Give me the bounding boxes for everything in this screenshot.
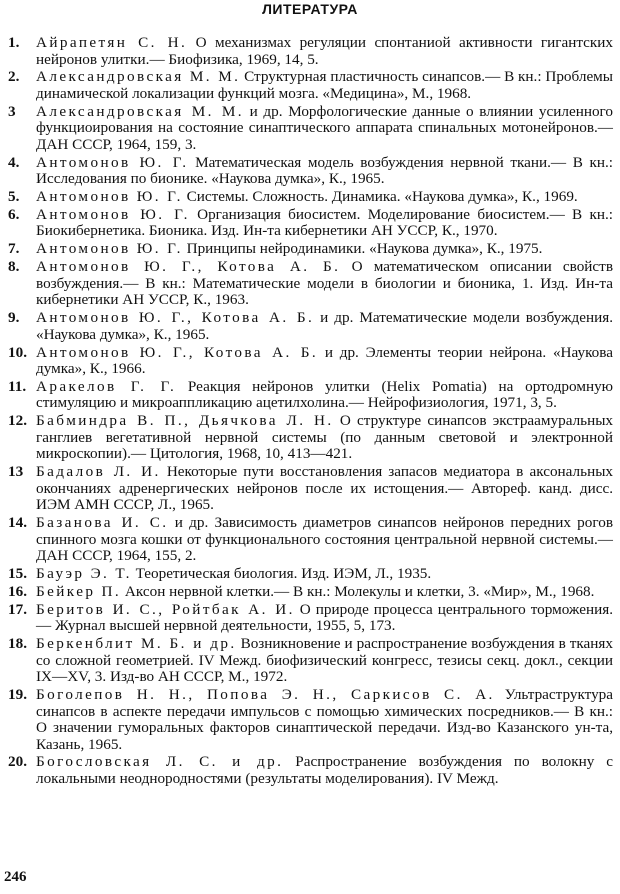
reference-item <box>8 754 613 787</box>
reference-text <box>36 413 613 463</box>
reference-item <box>8 189 613 206</box>
reference-item <box>8 515 613 565</box>
reference-item <box>8 207 613 240</box>
reference-body: Математическая модель возбуждения нервной ткани.— В кн.: Исследования по бионике. «Наукова думка», К., 1965. <box>36 153 613 188</box>
reference-text <box>36 69 613 102</box>
reference-item <box>8 602 613 635</box>
reference-number: 15. <box>8 564 27 582</box>
reference-number: 20. <box>8 753 27 771</box>
reference-author: Беркенблит М. Б. и др. <box>36 635 237 653</box>
reference-author: Александровская М. М. <box>36 102 244 120</box>
reference-text <box>36 602 613 635</box>
reference-number: 1. <box>8 34 20 51</box>
reference-body: Теоретическая биология. Изд. ИЭМ, Л., 1935. <box>135 564 432 582</box>
reference-number: 14. <box>8 514 27 532</box>
reference-author: Антомонов Ю. Г. <box>36 240 183 258</box>
reference-body: Структурная пластичность синапсов.— В кн.: Проблемы динамической локализации функций мозга. «Медицина», М., 1968. <box>36 68 613 102</box>
reference-text <box>36 464 613 514</box>
reference-body: Ультраструктура синапсов в аспекте передачи импульсов с помощью химических посредников.— В кн.: О значении гуморальных факторов синаптической передачи. Изд-во Казанского ун-та, Казань, 1965. <box>36 686 613 753</box>
reference-text <box>36 259 613 309</box>
reference-author: Антомонов Ю. Г. <box>36 153 189 171</box>
reference-body: О структуре синапсов экстраамуральных ганглиев вегетативной нервной системы (по данным световой и электронной микроскопии).— Цитология, 1968, 10, 413—421. <box>36 412 614 463</box>
reference-author: Антомонов Ю. Г., Котова А. Б. <box>36 258 341 276</box>
reference-number: 17. <box>8 600 27 618</box>
reference-text <box>36 566 613 583</box>
reference-text <box>36 584 613 601</box>
reference-number: 8. <box>8 258 20 276</box>
reference-item <box>8 35 613 68</box>
reference-body: и др. Элементы теории нейрона. «Наукова думка», К., 1966. <box>36 343 613 378</box>
reference-body: Системы. Сложность. Динамика. «Наукова думка», К., 1969. <box>186 188 578 206</box>
reference-text <box>36 207 613 240</box>
reference-text <box>36 687 613 753</box>
reference-author: Бадалов Л. И. <box>36 463 161 481</box>
reference-number: 7. <box>8 240 20 258</box>
reference-item <box>8 104 613 154</box>
reference-author: Александровская М. М. <box>36 68 241 86</box>
reference-item <box>8 345 613 378</box>
reference-item <box>8 687 613 753</box>
reference-body: Возникновение и распространение возбуждения в тканях со сложной геометрией. IV Межд. биофизический конгресс, тезисы секц. докл., секции IX—XV, 3. Изд-во АН СССР, М., 1972. <box>36 635 614 686</box>
reference-text <box>36 35 613 68</box>
reference-author: Беритов И. С., Ройтбак А. И. <box>36 600 295 618</box>
reference-item <box>8 241 613 258</box>
reference-author: Антомонов Ю. Г. <box>36 205 190 223</box>
reference-number: 16. <box>8 582 27 600</box>
reference-number: 12. <box>8 412 27 430</box>
reference-body: и др. Зависимость диаметров синапсов нейронов передних рогов спинного мозга кошки от функционального состояния центральной нервной системы.— ДАН СССР, 1964, 155, 2. <box>36 514 613 565</box>
reference-author: Бейкер П. <box>36 582 122 600</box>
reference-item <box>8 584 613 601</box>
page-title: ЛИТЕРАТУРА <box>262 1 358 17</box>
reference-number: 19. <box>8 686 27 704</box>
reference-body: Аксон нервной клетки.— В кн.: Молекулы и клетки, 3. «Мир», М., 1968. <box>124 582 595 600</box>
reference-body: О математическом описании свойств возбуждения.— В кн.: Математические модели в биологии и бионика, 1. Изд. Ин-та кибернетики АН УССР, К., 1963. <box>36 258 613 309</box>
page-number: 246 <box>4 869 27 885</box>
reference-item <box>8 310 613 343</box>
reference-number: 11. <box>8 377 27 395</box>
reference-body: Распространение возбуждения по волокну с локальными неоднородностями (результаты моделирования). IV Межд. <box>36 753 613 787</box>
reference-item <box>8 413 613 463</box>
reference-number: 5. <box>8 188 20 206</box>
reference-item <box>8 379 613 412</box>
reference-author: Бабминдра В. П., Дьячкова Л. Н. <box>36 412 334 430</box>
reference-text <box>36 104 613 154</box>
reference-author: Антомонов Ю. Г., Котова А. Б. <box>36 309 315 327</box>
reference-text <box>36 515 613 565</box>
reference-number: 10. <box>8 343 27 361</box>
reference-author: Базанова И. С. <box>36 514 169 532</box>
reference-number: 2. <box>8 68 20 86</box>
reference-text <box>36 345 613 378</box>
reference-body: О природе процесса центрального торможения.— Журнал высшей нервной деятельности, 1955, 5, 173. <box>36 600 613 635</box>
reference-item <box>8 69 613 102</box>
reference-text <box>36 310 613 343</box>
reference-body: и др. Математические модели возбуждения. «Наукова думка», К., 1965. <box>36 309 613 343</box>
reference-text <box>36 636 613 686</box>
reference-text <box>36 241 613 258</box>
reference-body: О механизмах регуляции спонтаниой активности гигантских нейронов улитки.— Биофизика, 1969, 14, 5. <box>36 34 613 68</box>
reference-author: Боголепов Н. Н., Попова Э. Н., Саркисов С. А. <box>36 686 495 704</box>
reference-number: 6. <box>8 205 20 223</box>
reference-item <box>8 636 613 686</box>
reference-item <box>8 259 613 309</box>
reference-number: 18. <box>8 635 27 653</box>
reference-number: 13 <box>8 463 24 481</box>
reference-author: Айрапетян С. Н. <box>36 34 188 51</box>
reference-author: Антомонов Ю. Г., Котова А. Б. <box>36 343 319 361</box>
reference-number: 9. <box>8 309 20 327</box>
reference-body: Реакция нейронов улитки (Helix Pomatia) на ортодромную стимуляцию и микроаппликацию ацетилхолина.— Нейрофизиология, 1971, 3, 5. <box>36 377 614 412</box>
reference-text <box>36 155 613 188</box>
reference-text <box>36 379 613 412</box>
reference-body: и др. Морфологические данные о влиянии усиленного функциоирования на состояние синаптического аппарата спинальных мотонейронов.— ДАН СССР, 1964, 159, 3. <box>36 102 614 153</box>
reference-author: Антомонов Ю. Г. <box>36 188 183 206</box>
reference-number: 4. <box>8 153 20 171</box>
reference-text <box>36 754 613 787</box>
reference-list <box>8 35 613 789</box>
reference-body: Принципы нейродинамики. «Наукова думка», К., 1975. <box>186 240 543 258</box>
reference-author: Аракелов Г. Г. <box>36 377 177 395</box>
reference-number: 3 <box>8 102 16 120</box>
reference-author: Богословская Л. С. и др. <box>36 753 284 771</box>
reference-text <box>36 189 613 206</box>
reference-body: Некоторые пути восстановления запасов медиатора в аксональных окончаниях адренергических нейронов после их истощения.— Автореф. канд. дисс. ИЭМ АМН СССР, Л., 1965. <box>36 463 613 514</box>
reference-body: Организация биосистем. Моделирование биосистем.— В кн.: Биокибернетика. Бионика. Изд. Ин-та кибернетики АН УССР, К., 1970. <box>36 205 613 240</box>
reference-item <box>8 566 613 583</box>
reference-author: Бауэр Э. Т. <box>36 564 132 582</box>
reference-item <box>8 155 613 188</box>
reference-item <box>8 464 613 514</box>
